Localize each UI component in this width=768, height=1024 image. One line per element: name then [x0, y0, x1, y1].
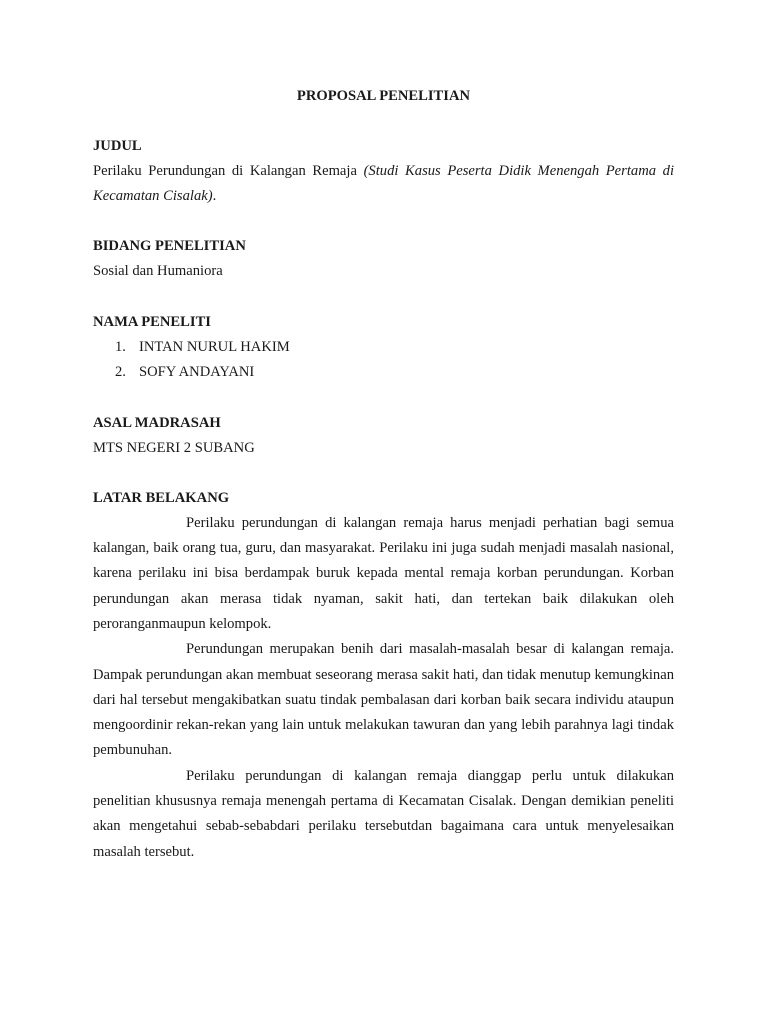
judul-italic-text: (Studi Kasus Peserta Didik Menengah Pertama di Kecamatan Cisalak): [93, 163, 674, 205]
latar-paragraph: Perilaku perundungan di kalangan remaja harus menjadi perhatian bagi semua kalangan, baik orang tua, guru, dan masyarakat. Perilaku ini juga sudah menjadi masalah nasional, karena perilaku ini bisa berdampak buruk kepada mental remaja korban perundungan. Korban perundungan akan merasa tidak nyaman, sakit hati, dan tertekan baik dilakukan oleh peroranganmaupun kelompok.: [93, 514, 674, 632]
bidang-heading: BIDANG PENELITIAN: [93, 238, 246, 255]
asal-text: MTS NEGERI 2 SUBANG: [93, 439, 255, 456]
researcher-name: SOFY ANDAYANI: [139, 364, 255, 381]
researcher-item: [93, 335, 674, 361]
section-latar-belakang: [93, 486, 674, 865]
researcher-number: 2.: [115, 364, 126, 381]
latar-heading: LATAR BELAKANG: [93, 489, 230, 506]
judul-text: [93, 159, 674, 209]
researcher-number: 1.: [115, 338, 126, 355]
section-nama-peneliti: [93, 310, 674, 386]
judul-end: .: [212, 188, 217, 205]
researcher-list: [93, 335, 674, 386]
section-judul: [93, 134, 674, 209]
document-title: PROPOSAL PENELITIAN: [296, 88, 471, 104]
judul-main-text: Perilaku Perundungan di Kalangan Remaja: [93, 163, 357, 179]
bidang-text: Sosial dan Humaniora: [93, 263, 223, 280]
section-asal-madrasah: [93, 411, 674, 461]
researcher-item: [93, 360, 674, 386]
section-bidang: [93, 234, 674, 284]
latar-paragraph: Perilaku perundungan di kalangan remaja dianggap perlu untuk dilakukan penelitian khususnya remaja menengah pertama di Kecamatan Cisalak. Dengan demikian peneliti akan mengetahui sebab-sebabdari perilaku tersebutdan bagaimana cara untuk menyelesaikan masalah tersebut.: [93, 767, 674, 860]
nama-heading: NAMA PENELITI: [93, 313, 211, 330]
asal-heading: ASAL MADRASAH: [93, 414, 221, 431]
judul-heading: JUDUL: [93, 138, 142, 154]
researcher-name: INTAN NURUL HAKIM: [139, 338, 290, 355]
latar-paragraph: Perundungan merupakan benih dari masalah-masalah besar di kalangan remaja. Dampak perundungan akan membuat seseorang merasa sakit hati, dan tidak menutup kemungkinan dari hal tersebut mengakibatkan suatu tindak pembalasan dari korban baik secara individu ataupun mengoordinir rekan-rekan yang lain untuk melakukan tawuran dan yang lebih parahnya lagi tindak pembunuhan.: [93, 641, 674, 759]
